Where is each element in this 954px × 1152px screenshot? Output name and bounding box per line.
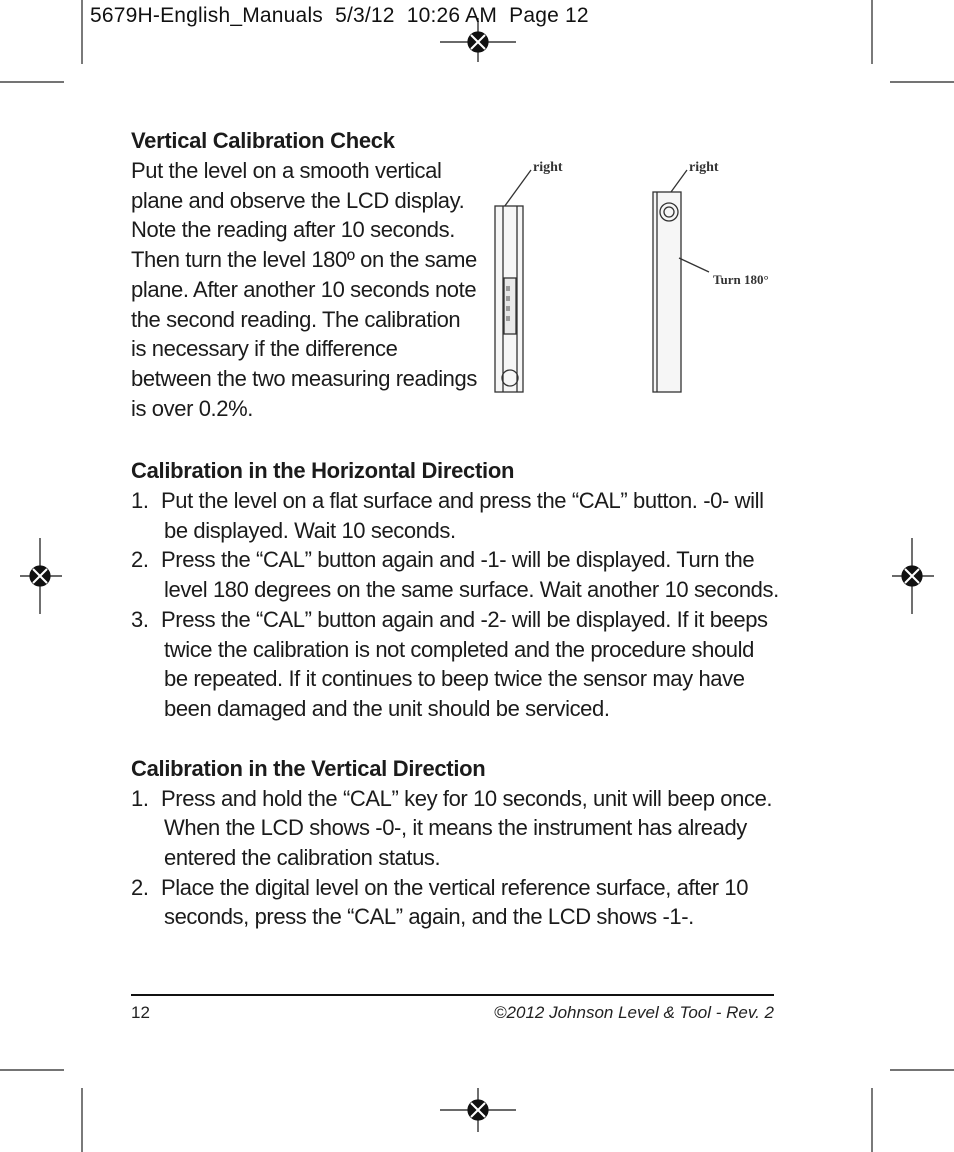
registration-mark-right xyxy=(892,538,934,614)
body-line: is necessary if the difference xyxy=(131,336,398,362)
horizontal-calibration-section xyxy=(131,456,781,724)
vertical-calibration-section xyxy=(131,754,781,933)
vertical-heading: Calibration in the Vertical Direction xyxy=(131,755,486,781)
body-line: Then turn the level 180º on the same xyxy=(131,247,477,273)
list-item xyxy=(131,605,781,724)
body-line: is over 0.2%. xyxy=(131,395,253,421)
list-item xyxy=(131,545,781,604)
list-item xyxy=(131,486,781,545)
step-text: Put the level on a flat surface and press the “CAL” button. -0- will be displayed. Wait 10 seconds. xyxy=(161,488,764,543)
horizontal-steps xyxy=(131,486,781,724)
step-number: 1. xyxy=(131,488,149,513)
list-item xyxy=(131,873,781,932)
page-number: 12 xyxy=(131,1003,150,1022)
print-slug: 5679H-English_Manuals 5/3/12 10:26 AM Page 12 xyxy=(90,4,589,27)
body-line: plane. After another 10 seconds note xyxy=(131,276,477,302)
left-label: right xyxy=(533,160,563,175)
level-front-view xyxy=(495,170,531,392)
body-line: Note the reading after 10 seconds. xyxy=(131,217,455,243)
right-label: right xyxy=(689,160,719,175)
step-text: Place the digital level on the vertical reference surface, after 10 seconds, press the “CAL” again, and the LCD shows -1-. xyxy=(161,874,749,930)
step-number: 1. xyxy=(131,785,149,811)
step-number: 2. xyxy=(131,874,149,900)
footer-rule xyxy=(131,994,774,996)
horizontal-heading: Calibration in the Horizontal Direction xyxy=(131,458,515,483)
page-content xyxy=(131,126,781,932)
step-text: Press the “CAL” button again and -1- will be displayed. Turn the level 180 degrees on the same surface. Wait another 10 seconds. xyxy=(161,547,779,603)
step-text: Press the “CAL” button again and -2- will be displayed. If it beeps twice the calibration is not completed and the procedure should be repeated. If it continues to beep twice the sensor may have been damaged and the unit should be serviced. xyxy=(161,606,768,721)
vertical-steps xyxy=(131,784,781,933)
copyright: ©2012 Johnson Level & Tool - Rev. 2 xyxy=(494,1003,774,1022)
body-line: the second reading. The calibration xyxy=(131,306,461,332)
vertical-check-section xyxy=(131,126,781,426)
body-line: plane and observe the LCD display. xyxy=(131,187,465,213)
body-line: Put the level on a smooth vertical xyxy=(131,158,442,183)
vertical-check-body xyxy=(131,156,481,423)
registration-mark-top xyxy=(440,18,516,62)
body-line: between the two measuring readings xyxy=(131,365,477,391)
list-item xyxy=(131,784,781,873)
registration-mark-bottom xyxy=(440,1088,516,1132)
step-number: 3. xyxy=(131,606,149,632)
vertical-check-heading: Vertical Calibration Check xyxy=(131,128,395,153)
step-number: 2. xyxy=(131,547,149,573)
turn-label: Turn 180° xyxy=(713,272,769,287)
registration-mark-left xyxy=(20,538,62,614)
step-text: Press and hold the “CAL” key for 10 seconds, unit will beep once. When the LCD shows -0-, it means the instrument has already entered the calibration status. xyxy=(161,785,773,871)
level-orientation-figure xyxy=(491,154,781,394)
level-rotated-view xyxy=(653,170,709,392)
